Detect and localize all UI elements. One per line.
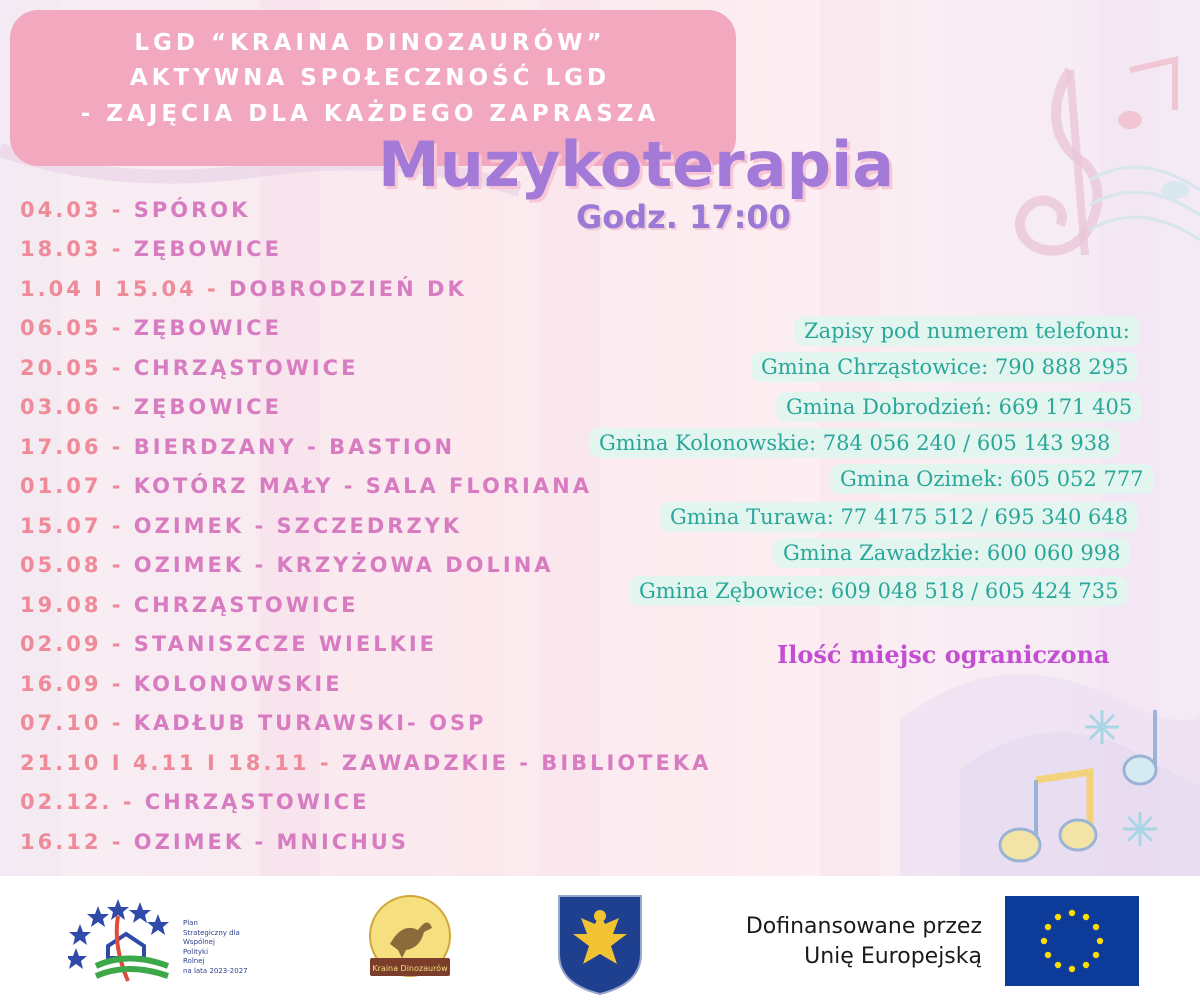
psp-line: Strategiczny dla: [183, 928, 240, 937]
schedule-place: KOLONOWSKIE: [133, 672, 343, 696]
schedule-date: 1.04 I 15.04 -: [20, 277, 230, 301]
psp-line: Plan: [183, 919, 198, 927]
schedule-item: [20, 711, 486, 735]
schedule-date: 16.09 -: [20, 672, 134, 696]
schedule-place: OZIMEK - KRZYŻOWA DOLINA: [133, 553, 554, 577]
eu-flag: [1005, 896, 1139, 986]
signup-heading: Zapisy pod numerem telefonu:: [794, 316, 1140, 346]
schedule-date: 05.08 -: [20, 553, 134, 577]
time-label: Godz. 17:00: [576, 198, 791, 236]
phone-line: Gmina Zawadzkie: 600 060 998: [773, 538, 1130, 568]
treble-clef-icon: [990, 40, 1200, 280]
schedule-date: 02.09 -: [20, 632, 134, 656]
schedule-item: [20, 632, 437, 656]
schedule-item: [20, 435, 455, 459]
schedule-date: 06.05 -: [20, 316, 134, 340]
schedule-place: SPÓROK: [133, 198, 251, 222]
schedule-place: KOTÓRZ MAŁY - SALA FLORIANA: [133, 474, 592, 498]
schedule-place: ZAWADZKIE - BIBLIOTEKA: [341, 751, 712, 775]
schedule-place: ZĘBOWICE: [133, 316, 282, 340]
schedule-place: STANISZCZE WIELKIE: [133, 632, 438, 656]
schedule-item: [20, 593, 358, 617]
schedule-item: [20, 790, 369, 814]
schedule-date: 21.10 I 4.11 I 18.11 -: [20, 751, 342, 775]
psp-line: na lata 2023-2027: [183, 966, 248, 975]
schedule-date: 19.08 -: [20, 593, 134, 617]
phone-line: Gmina Chrząstowice: 790 888 295: [751, 352, 1138, 382]
phone-line: Gmina Ozimek: 605 052 777: [830, 464, 1154, 494]
schedule-item: [20, 553, 554, 577]
eu-funding-text: [732, 912, 982, 972]
schedule-place: BIERDZANY - BASTION: [133, 435, 456, 459]
phone-line: Gmina Kolonowskie: 784 056 240 / 605 143 938: [589, 428, 1120, 458]
schedule-date: 03.06 -: [20, 395, 134, 419]
schedule-item: [20, 751, 711, 775]
schedule-item: [20, 830, 409, 854]
opolskie-coat-of-arms: [557, 894, 643, 996]
schedule-date: 17.06 -: [20, 435, 134, 459]
psp-logo: [68, 896, 180, 984]
header-line-1: LGD “KRAINA DINOZAURÓW”: [134, 30, 606, 56]
schedule-date: 07.10 -: [20, 711, 134, 735]
schedule-place: CHRZĄSTOWICE: [133, 593, 359, 617]
schedule-date: 01.07 -: [20, 474, 134, 498]
schedule-date: 18.03 -: [20, 237, 134, 261]
psp-line: Wspólnej: [183, 938, 215, 947]
psp-line: Rolnej: [183, 957, 205, 966]
schedule-item: [20, 198, 250, 222]
header-line-3: - ZAJĘCIA DLA KAŻDEGO ZAPRASZA: [80, 101, 660, 127]
music-note-icon: [990, 700, 1200, 875]
schedule-date: 16.12 -: [20, 830, 134, 854]
phone-line: Gmina Dobrodzień: 669 171 405: [776, 392, 1142, 422]
lgd-logo: [362, 892, 458, 988]
phone-line: Gmina Turawa: 77 4175 512 / 695 340 648: [660, 502, 1138, 532]
schedule-place: CHRZĄSTOWICE: [133, 356, 359, 380]
limited-seats-note: Ilość miejsc ograniczona: [777, 640, 1110, 669]
psp-logo-text: [183, 919, 273, 977]
svg-text:Kraina Dinozaurów: Kraina Dinozaurów: [372, 964, 448, 973]
schedule-item: [20, 277, 467, 301]
schedule-date: 15.07 -: [20, 514, 134, 538]
psp-line: Polityki: [183, 947, 209, 956]
schedule-date: 20.05 -: [20, 356, 134, 380]
page-title: Muzykoterapia: [378, 128, 895, 201]
header-line-2: AKTYWNA SPOŁECZNOŚĆ LGD: [129, 65, 611, 91]
eu-line-2: Unię Europejską: [804, 944, 982, 969]
schedule-place: CHRZĄSTOWICE: [144, 790, 370, 814]
schedule-item: [20, 395, 282, 419]
schedule-date: 02.12. -: [20, 790, 145, 814]
schedule-place: KADŁUB TURAWSKI- OSP: [133, 711, 487, 735]
schedule-place: OZIMEK - SZCZEDRZYK: [133, 514, 463, 538]
schedule-item: [20, 514, 462, 538]
phone-line: Gmina Zębowice: 609 048 518 / 605 424 735: [629, 576, 1128, 606]
schedule-item: [20, 672, 343, 696]
eu-line-1: Dofinansowane przez: [745, 914, 982, 939]
schedule-item: [20, 237, 282, 261]
schedule-date: 04.03 -: [20, 198, 134, 222]
schedule-item: [20, 316, 282, 340]
schedule-place: ZĘBOWICE: [133, 237, 282, 261]
schedule-place: OZIMEK - MNICHUS: [133, 830, 409, 854]
schedule-item: [20, 356, 358, 380]
schedule-place: ZĘBOWICE: [133, 395, 282, 419]
schedule-item: [20, 474, 592, 498]
schedule-place: DOBRODZIEŃ DK: [229, 277, 467, 301]
